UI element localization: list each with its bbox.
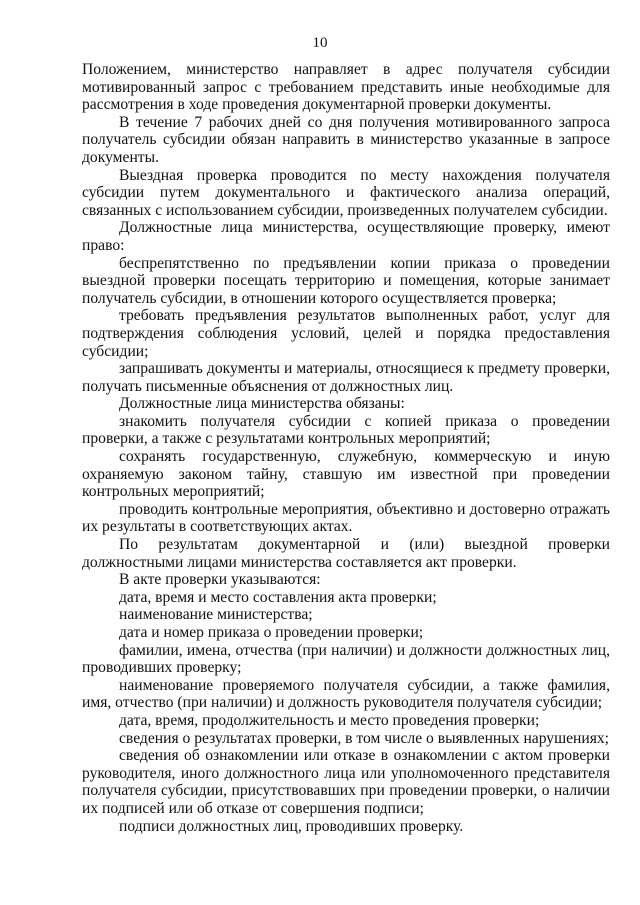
- paragraph: фамилии, имена, отчества (при наличии) и должности должностных лиц, проводивших проверку;: [82, 641, 610, 677]
- paragraph: сведения об ознакомлении или отказе в ознакомлении с актом проверки руководителя, иного должностного лица или уполномоченного представителя получателя субсидии, присутствовавших при проведении проверки, о наличии их подписей или об отказе от совершения подписи;: [82, 747, 610, 817]
- paragraph: По результатам документарной и (или) выездной проверки должностными лицами министерства составляется акт проверки.: [82, 536, 610, 571]
- paragraph: наименование проверяемого получателя субсидии, а также фамилия, имя, отчество (при наличии) и должность руководителя получателя субсидии;: [82, 676, 610, 712]
- paragraph: беспрепятственно по предъявлении копии приказа о проведении выездной проверки посещать территорию и помещения, которые занимает получатель субсидии, в отношении которого осуществляется проверка;: [82, 254, 610, 307]
- paragraph: запрашивать документы и материалы, относящиеся к предмету проверки, получать письменные объяснения от должностных лиц.: [82, 360, 610, 395]
- paragraph: сведения о результатах проверки, в том числе о выявленных нарушениях;: [119, 729, 610, 747]
- paragraph: В течение 7 рабочих дней со дня получения мотивированного запроса получатель субсидии обязан направить в министерство указанные в запросе документы.: [82, 113, 610, 166]
- page-number: 10: [312, 35, 328, 51]
- paragraph: Должностные лица министерства, осуществляющие проверку, имеют право:: [82, 219, 610, 254]
- paragraph: В акте проверки указываются:: [119, 571, 321, 589]
- paragraph: требовать предъявления результатов выполненных работ, услуг для подтверждения соблюдения условий, целей и порядка предоставления субсидии;: [82, 307, 610, 360]
- paragraph: сохранять государственную, служебную, коммерческую и иную охраняемую законом тайну, ставшую им известной при проведении контрольных мероприятий;: [82, 448, 610, 501]
- paragraph: Должностные лица министерства обязаны:: [119, 395, 405, 413]
- paragraph: Положением, министерство направляет в адрес получателя субсидии мотивированный запрос с требованием представить иные необходимые для рассмотрения в ходе проведения документарной проверки документы.: [82, 61, 610, 114]
- paragraph: наименование министерства;: [119, 606, 313, 624]
- paragraph: дата, время и место составления акта проверки;: [119, 588, 437, 606]
- paragraph: подписи должностных лиц, проводивших проверку.: [119, 817, 464, 835]
- paragraph: проводить контрольные мероприятия, объективно и достоверно отражать их результаты в соответствующих актах.: [82, 500, 610, 536]
- paragraph: дата и номер приказа о проведении проверки;: [119, 624, 424, 641]
- document-body: [82, 61, 610, 835]
- paragraph: знакомить получателя субсидии с копией приказа о проведении проверки, а также с результатами контрольных мероприятий;: [82, 412, 610, 448]
- paragraph: Выездная проверка проводится по месту нахождения получателя субсидии путем документального и фактического анализа операций, связанных с использованием субсидии, произведенных получателем субсидии.: [82, 166, 610, 219]
- paragraph: дата, время, продолжительность и место проведения проверки;: [119, 711, 540, 729]
